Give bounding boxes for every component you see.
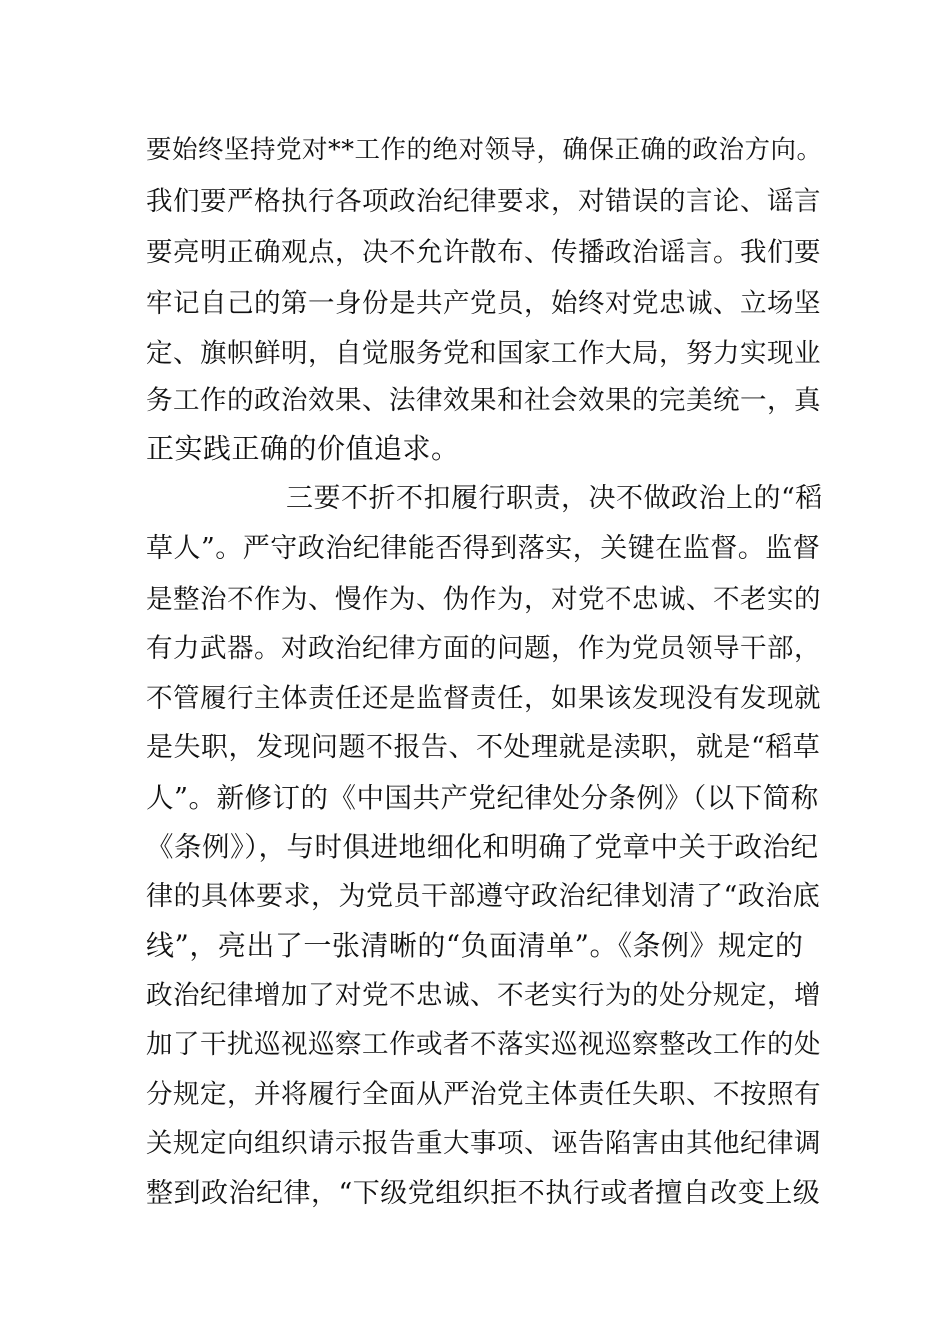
paragraph-start-line: 三要不折不扣履行职责，决不做政治上的“稻 xyxy=(286,483,823,514)
text-line: 有力武器。对政治纪律方面的问题，作为党员领导干部， xyxy=(146,633,821,664)
text-line: 人”。新修订的《中国共产党纪律处分条例》（以下简称 xyxy=(146,782,819,814)
text-line: 要亮明正确观点，决不允许散布、传播政治谣言。我们要 xyxy=(146,237,821,268)
text-line: 分规定，并将履行全面从严治党主体责任失职、不按照有 xyxy=(146,1079,821,1110)
text-line: 律的具体要求，为党员干部遵守政治纪律划清了“政治底 xyxy=(146,881,821,912)
text-line: 正实践正确的价值追求。 xyxy=(146,432,460,465)
text-line: 草人”。严守政治纪律能否得到落实，关键在监督。监督 xyxy=(146,533,821,564)
text-line: 是整治不作为、慢作为、伪作为，对党不忠诚、不老实的 xyxy=(146,584,821,615)
text-line: 是失职，发现问题不报告、不处理就是渎职，就是“稻草 xyxy=(146,732,821,763)
text-line: 我们要严格执行各项政治纪律要求，对错误的言论、谣言 xyxy=(146,186,821,217)
text-line: 关规定向组织请示报告重大事项、诬告陷害由其他纪律调 xyxy=(146,1128,821,1159)
text-line: 不管履行主体责任还是监督责任，如果该发现没有发现就 xyxy=(146,683,821,714)
text-line: 务工作的政治效果、法律效果和社会效果的完美统一，真 xyxy=(146,385,821,416)
text-line: 定、旗帜鲜明，自觉服务党和国家工作大局，努力实现业 xyxy=(146,338,821,369)
text-line: 加了干扰巡视巡察工作或者不落实巡视巡察整改工作的处 xyxy=(146,1029,821,1060)
text-line: 线”，亮出了一张清晰的“负面清单”。《条例》规定的 xyxy=(146,929,804,962)
text-line: 政治纪律增加了对党不忠诚、不老实行为的处分规定，增 xyxy=(146,980,821,1011)
text-line: 《条例》），与时俱进地细化和明确了党章中关于政治纪 xyxy=(146,831,819,863)
text-line: 整到政治纪律，“下级党组织拒不执行或者擅自改变上级 xyxy=(146,1178,821,1209)
text-line: 牢记自己的第一身份是共产党员，始终对党忠诚、立场坚 xyxy=(146,288,821,319)
text-line: 要始终坚持党对**工作的绝对领导，确保正确的政治方向。 xyxy=(146,135,823,165)
